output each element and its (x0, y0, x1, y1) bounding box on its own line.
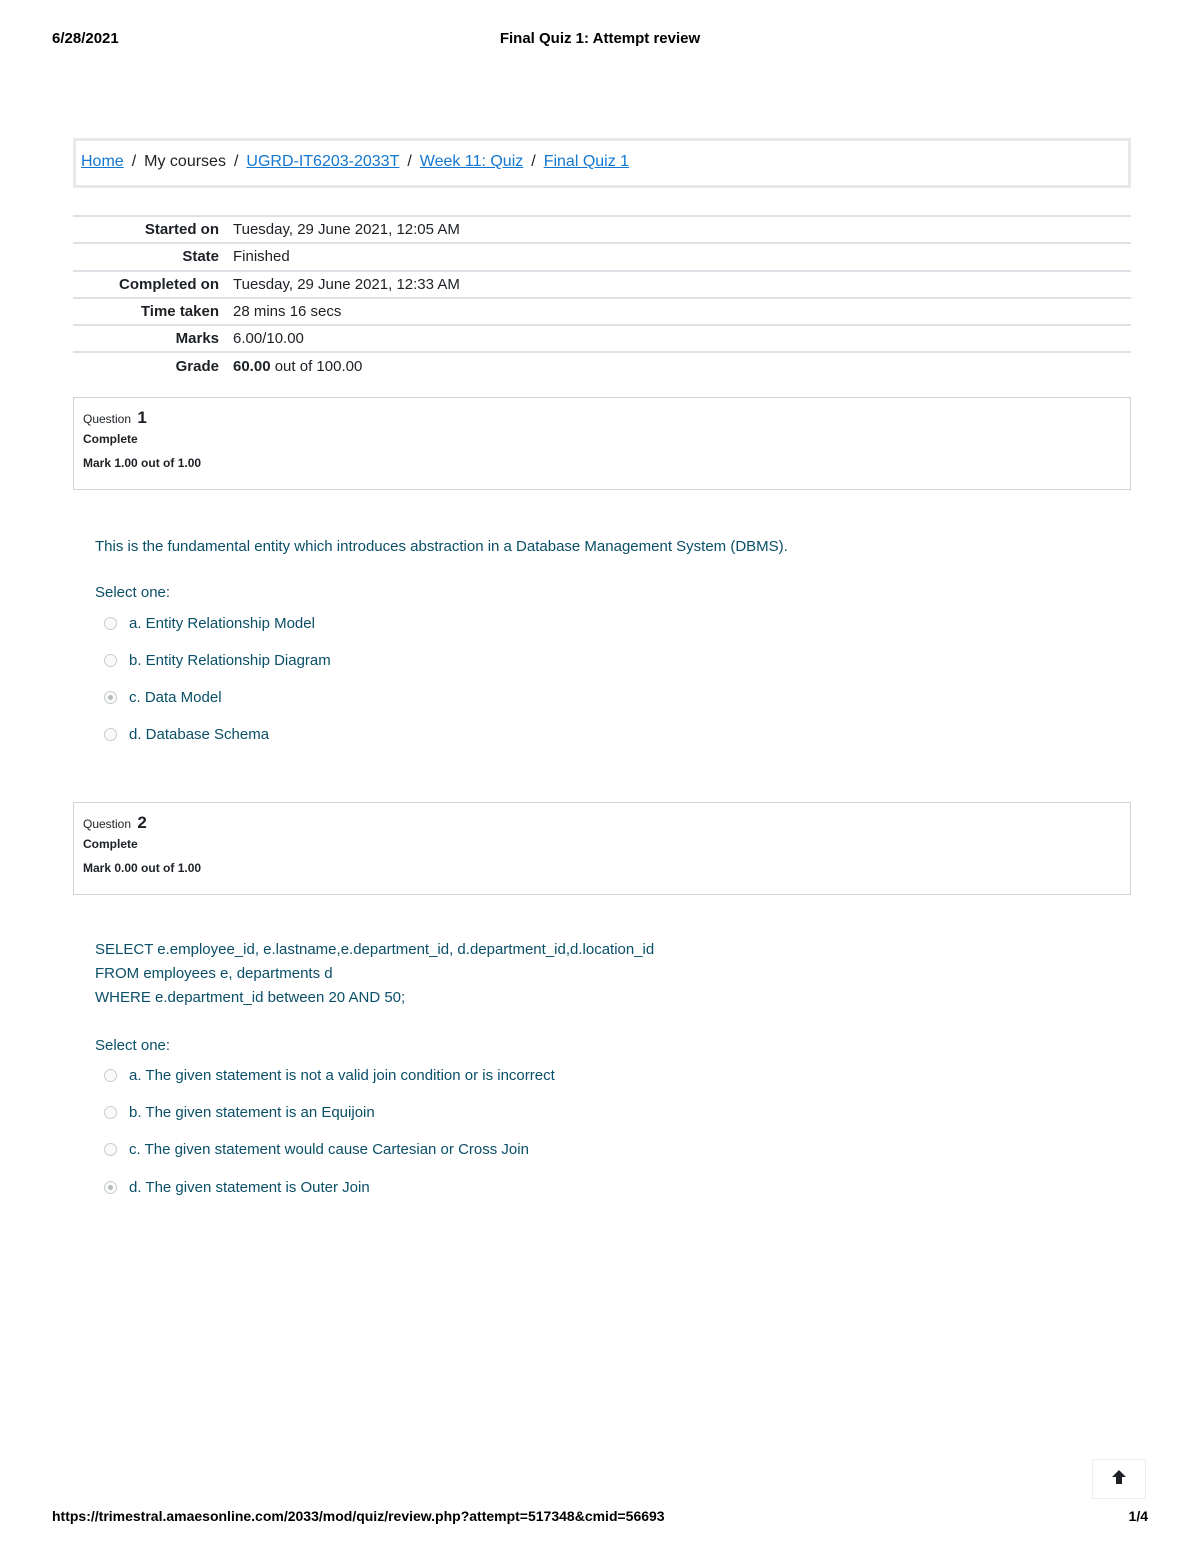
breadcrumb-quiz[interactable]: Final Quiz 1 (543, 153, 630, 170)
answer-label: b. Entity Relationship Diagram (129, 651, 331, 669)
arrow-up-icon (1111, 1469, 1127, 1490)
radio-button[interactable] (104, 728, 117, 741)
question-prefix: Question (83, 412, 132, 426)
radio-button[interactable] (104, 1106, 117, 1119)
grade-out-of: out of 100.00 (270, 358, 363, 376)
summary-value: Tuesday, 29 June 2021, 12:05 AM (233, 221, 460, 239)
summary-row-grade (73, 352, 1131, 379)
radio-button[interactable] (104, 1143, 117, 1156)
answer-label: b. The given statement is an Equijoin (129, 1103, 375, 1121)
question-text-line: This is the fundamental entity which introduces abstraction in a Database Management System (DBMS). (95, 538, 788, 555)
question-1-info (73, 397, 1131, 490)
print-header (52, 30, 1148, 50)
summary-row-completed (73, 271, 1131, 298)
select-one-label: Select one: (95, 1037, 171, 1054)
question-text-line: WHERE e.department_id between 20 AND 50; (95, 989, 406, 1006)
select-one-label: Select one: (95, 584, 171, 601)
summary-value: Tuesday, 29 June 2021, 12:33 AM (233, 275, 460, 293)
answer-label: a. Entity Relationship Model (129, 614, 315, 632)
summary-label: Started on (144, 221, 219, 239)
radio-button[interactable] (104, 617, 117, 630)
answer-label: a. The given statement is not a valid join condition or is incorrect (129, 1066, 555, 1084)
question-text-line: SELECT e.employee_id, e.lastname,e.department_id, d.department_id,d.location_id (95, 941, 655, 958)
print-url: https://trimestral.amaesonline.com/2033/mod/quiz/review.php?attempt=517348&cmid=56693 (52, 1508, 665, 1524)
question-2-text (95, 938, 654, 1010)
summary-label: Completed on (119, 275, 219, 293)
question-state: Complete (83, 432, 138, 446)
radio-button[interactable] (104, 1069, 117, 1082)
summary-row-marks (73, 325, 1131, 352)
print-title: Final Quiz 1: Attempt review (499, 30, 701, 47)
summary-row-state (73, 243, 1131, 270)
breadcrumb-separator: / (131, 153, 137, 170)
answer-option[interactable] (104, 687, 222, 707)
answer-option[interactable] (104, 1139, 529, 1159)
breadcrumb-section[interactable]: Week 11: Quiz (419, 153, 524, 170)
summary-label: Marks (175, 330, 219, 348)
answer-option[interactable] (104, 1177, 370, 1197)
breadcrumb-home[interactable]: Home (81, 153, 124, 170)
breadcrumb-separator: / (407, 153, 412, 170)
radio-button-checked[interactable] (104, 1181, 117, 1194)
radio-button[interactable] (104, 654, 117, 667)
breadcrumb-course[interactable]: UGRD-IT6203-2033T (246, 153, 400, 170)
question-number-value: 2 (137, 813, 147, 832)
answer-label: d. The given statement is Outer Join (129, 1178, 370, 1196)
summary-value (233, 352, 1131, 379)
grade-value: 60.00 (233, 358, 271, 376)
summary-label: Time taken (140, 303, 219, 321)
question-number-value: 1 (137, 408, 147, 427)
summary-value: Finished (233, 248, 290, 266)
breadcrumb-my-courses: My courses (144, 153, 226, 170)
summary-label: State (182, 248, 219, 266)
question-prefix: Question (83, 817, 132, 831)
answer-label: c. Data Model (129, 688, 222, 706)
answer-option[interactable] (104, 613, 315, 633)
breadcrumb-separator: / (233, 153, 239, 170)
question-grade: Mark 0.00 out of 1.00 (83, 861, 202, 875)
breadcrumb (73, 138, 1131, 188)
answer-option[interactable] (104, 650, 331, 670)
radio-button-checked[interactable] (104, 691, 117, 704)
summary-row-time (73, 298, 1131, 325)
answer-label: c. The given statement would cause Cartesian or Cross Join (129, 1140, 529, 1158)
question-1-text (95, 535, 788, 559)
print-footer (52, 1508, 1148, 1528)
summary-value: 28 mins 16 secs (233, 303, 342, 321)
print-date: 6/28/2021 (52, 30, 119, 47)
attempt-summary-table (73, 215, 1131, 380)
answer-label: d. Database Schema (129, 725, 270, 743)
question-number (83, 408, 1121, 428)
question-number (83, 813, 1121, 833)
answer-option[interactable] (104, 1065, 555, 1085)
answer-option[interactable] (104, 1102, 375, 1122)
question-text-line: FROM employees e, departments d (95, 965, 333, 982)
breadcrumb-separator: / (531, 153, 536, 170)
back-to-top-button[interactable] (1092, 1459, 1146, 1499)
question-state: Complete (83, 837, 138, 851)
question-2-info (73, 802, 1131, 895)
question-grade: Mark 1.00 out of 1.00 (83, 456, 202, 470)
summary-value: 6.00/10.00 (233, 330, 304, 348)
summary-row-started (73, 216, 1131, 243)
print-page-number: 1/4 (1128, 1508, 1148, 1524)
answer-option[interactable] (104, 724, 269, 744)
summary-label: Grade (175, 358, 219, 376)
